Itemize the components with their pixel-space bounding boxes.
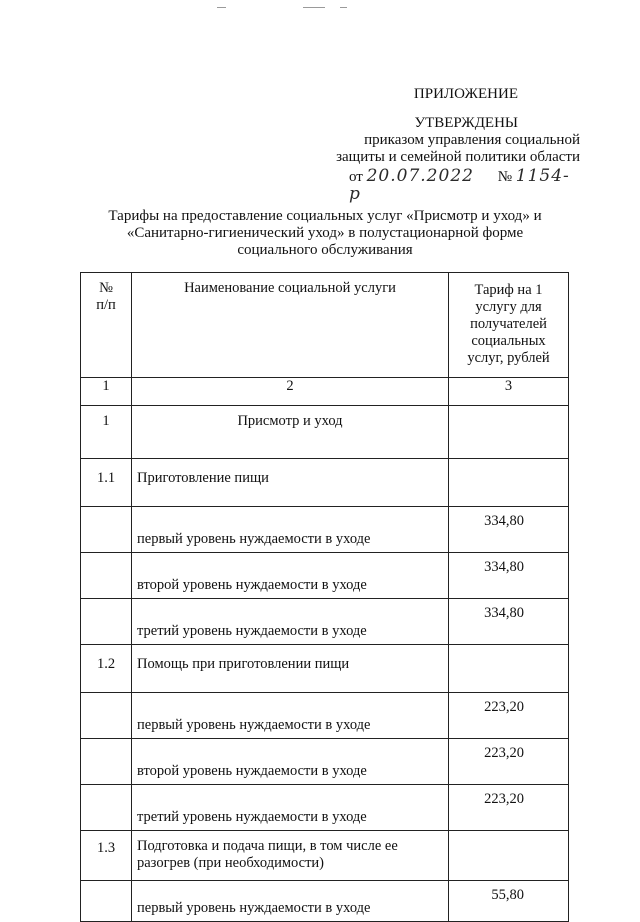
approval-block xyxy=(300,86,580,204)
subsection-row xyxy=(81,831,569,881)
header-number: № п/п xyxy=(81,273,132,378)
tariffs-table xyxy=(80,272,569,922)
table-row xyxy=(81,599,569,645)
tariff-value: 334,80 xyxy=(449,553,569,599)
table-row xyxy=(81,881,569,922)
tariff-value: 334,80 xyxy=(449,599,569,645)
attachment-label: ПРИЛОЖЕНИЕ xyxy=(413,86,518,102)
number-label: № xyxy=(497,169,513,185)
table-row xyxy=(81,785,569,831)
table-row xyxy=(81,739,569,785)
tariffs-table-body xyxy=(81,273,569,922)
tariff-value: 223,20 xyxy=(449,739,569,785)
tariff-value: 223,20 xyxy=(449,693,569,739)
subsection-name: Помощь при приготовлении пищи xyxy=(132,645,449,693)
order-date-number-line xyxy=(300,168,580,204)
handwritten-date: 20.07.2022 xyxy=(366,166,474,186)
tariff-value: 55,80 xyxy=(449,881,569,922)
subsection-row xyxy=(81,459,569,507)
from-label: от xyxy=(349,169,363,185)
level-number xyxy=(81,507,132,553)
subsection-row xyxy=(81,645,569,693)
level-number xyxy=(81,553,132,599)
column-number-row xyxy=(81,378,569,406)
level-name: первый уровень нуждаемости в уходе xyxy=(132,507,449,553)
subsection-value xyxy=(449,645,569,693)
table-row xyxy=(81,553,569,599)
table-header-row xyxy=(81,273,569,378)
subsection-name: Приготовление пищи xyxy=(132,459,449,507)
level-name: первый уровень нуждаемости в уходе xyxy=(132,881,449,922)
subsection-value xyxy=(449,831,569,881)
title-line-3: социального обслуживания xyxy=(237,242,413,258)
column-number-2: 2 xyxy=(132,378,449,406)
table-row xyxy=(81,507,569,553)
level-name: третий уровень нуждаемости в уходе xyxy=(132,785,449,831)
tariff-value: 334,80 xyxy=(449,507,569,553)
level-number xyxy=(81,599,132,645)
approval-line-1: приказом управления социальной xyxy=(364,132,580,148)
approval-line-2: защиты и семейной политики области xyxy=(336,149,580,165)
subsection-value xyxy=(449,459,569,507)
header-service-name: Наименование социальной услуги xyxy=(132,273,449,378)
handwritten-order-number: 1154-р xyxy=(349,166,570,204)
approved-label: УТВЕРЖДЕНЫ xyxy=(414,115,518,131)
level-number xyxy=(81,739,132,785)
subsection-number: 1.2 xyxy=(81,645,132,693)
level-number xyxy=(81,881,132,922)
level-number xyxy=(81,785,132,831)
subsection-number: 1.1 xyxy=(81,459,132,507)
table-row xyxy=(81,693,569,739)
tariff-value: 223,20 xyxy=(449,785,569,831)
level-name: первый уровень нуждаемости в уходе xyxy=(132,693,449,739)
section-value xyxy=(449,406,569,459)
header-tariff: Тариф на 1 услугу для получателей социальных услуг, рублей xyxy=(449,273,569,378)
level-name: второй уровень нуждаемости в уходе xyxy=(132,553,449,599)
subsection-name: Подготовка и подача пищи, в том числе ее разогрев (при необходимости) xyxy=(132,831,449,881)
level-number xyxy=(81,693,132,739)
level-name: второй уровень нуждаемости в уходе xyxy=(132,739,449,785)
title-line-2: «Санитарно-гигиенический уход» в полустационарной форме xyxy=(126,225,524,241)
document-title xyxy=(90,208,560,259)
column-number-1: 1 xyxy=(81,378,132,406)
section-name: Присмотр и уход xyxy=(132,406,449,459)
level-name: третий уровень нуждаемости в уходе xyxy=(132,599,449,645)
scan-artifacts xyxy=(0,7,640,11)
section-row xyxy=(81,406,569,459)
section-number: 1 xyxy=(81,406,132,459)
title-line-1: Тарифы на предоставление социальных услуг «Присмотр и уход» и xyxy=(108,208,542,224)
column-number-3: 3 xyxy=(449,378,569,406)
subsection-number: 1.3 xyxy=(81,831,132,881)
